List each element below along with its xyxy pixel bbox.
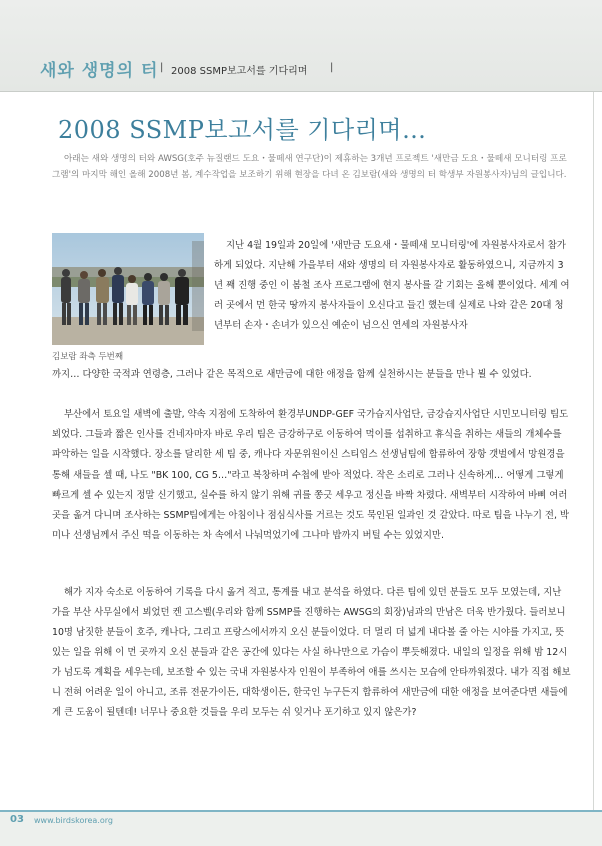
section-name: 새와 생명의 터 bbox=[40, 61, 159, 81]
body-paragraph-1-beside-photo: 지난 4월 19일과 20일에 '새만금 도요새・물떼새 모니터링'에 자원봉사자로서 참가하게 되었다. 지난해 가을부터 새와 생명의 터 자원봉사자로 활동하였으니, 지금까지 3년 째 진행 중인 이 봄철 조사 프로그램에 현지 봉사를 갈 기회는 올해 뿐이었다. 세계 여러 곳에서 먼 한국 땅까지 봉사자들이 오신다고 들긴 했는데 실제로 나와 같은 20대 청년부터 손자・손녀가 있으신 예순이 넘으신 연세의 자원봉사자 bbox=[214, 240, 570, 331]
photo-caption: 김보람 좌측 두번째 bbox=[52, 352, 124, 362]
intro-paragraph: 아래는 새와 생명의 터와 AWSG(호주 뉴질랜드 도요・물떼새 연구단)이 제휴하는 3개년 프로젝트 '새만금 도요・물떼새 모니터링 프로그램'의 마지막 해인 올해 2008년 봄, 계수작업을 보조하기 위해 현장을 다녀 온 김보람(새와 생명의 터 학생부 자원봉사자)님의 글입니다. bbox=[52, 154, 567, 180]
page-title: 2008 SSMP보고서를 기다리며… bbox=[58, 116, 427, 144]
body-paragraph-1-continued: 까지… 다양한 국적과 연령층, 그러나 같은 목적으로 새만금에 대한 애정을 함께 실천하시는 분들을 만나 뵐 수 있었다. bbox=[52, 369, 532, 380]
body-paragraph-2: 부산에서 토요일 새벽에 출발, 약속 지점에 도착하여 환경부UNDP-GEF 국가습지사업단, 금강습지사업단 시민모니터링 팀도 뵈었다. 그들과 짧은 인사를 건네자마자 바로 우리 팀은 금강하구로 이동하여 먹이를 섭취하고 휴식을 취하는 새들의 개체수를 파악하는 일을 시작했다. 장소를 달리한 세 팀 중, 캐나다 자문위원이신 스티임스 선생님팀에 합류하여 장항 갯벌에서 망원경을 통해 새들을 셀 때, 나도 "BK 100, CG 5…"라고 복창하며 수첩에 받아 적었다. 작은 소리로 그러나 신속하게… 어떻게 그렇게 빠르게 셀 수 있는지 정말 신기했고, 실수를 하지 않기 위해 귀를 쫑긋 세우고 정신을 바짝 차렸다. 새벽부터 시작하여 바삐 여러 곳을 옮겨 다니며 조사하는 SSMP팀에게는 아침이나 점심식사를 거르는 것도 묵인된 일과인 것 같았다. 따로 팀을 나누기 전, 박미나 선생님께서 주신 떡을 이동하는 차 속에서 나눠먹었기에 그나마 밥까지 버틸 수는 있었지만. bbox=[52, 409, 569, 542]
volunteers-photo bbox=[52, 233, 204, 345]
footer-url: www.birdskorea.org bbox=[34, 816, 113, 825]
header-separator-left: | bbox=[160, 62, 164, 73]
body-paragraph-3: 해가 지자 숙소로 이동하여 기록을 다시 옮겨 적고, 통계를 내고 분석을 하였다. 다른 팀에 있던 분들도 모두 모였는데, 지난 가을 부산 사무실에서 뵈었던 켄 고스벨(우리와 함께 SSMP를 진행하는 AWSG의 회장)님과의 만남은 더욱 반가웠다. 들러보니 10명 남짓한 분들이 호주, 캐나다, 그리고 프랑스에서까지 오신 분들이었다. 더 멀리 더 넓게 내다볼 줄 아는 시야를 가지고, 뜻있는 일을 위해 이 먼 곳까지 오신 분들과 같은 공간에 있다는 사실 하나만으로 가슴이 뿌듯해졌다. 내일의 일정을 위해 밤 12시가 넘도록 계획을 세우는데, 보조할 수 있는 국내 자원봉사자 인원이 부족하여 애를 쓰시는 모습에 안타까워졌다. 내가 직접 해보니 전혀 어려운 일이 아니고, 조류 전문가이든, 대학생이든, 한국인 누구든지 합류하여 새만금에 대한 애정을 보여준다면 새들에게 큰 도움이 될텐데! 너무나 중요한 것들을 우리 모두는 쉬 잊거나 포기하고 있지 않은가? bbox=[52, 587, 571, 718]
header-separator-right: | bbox=[330, 62, 334, 73]
header-title: 2008 SSMP보고서를 기다리며 bbox=[171, 66, 308, 77]
page-number: 03 bbox=[10, 814, 24, 825]
